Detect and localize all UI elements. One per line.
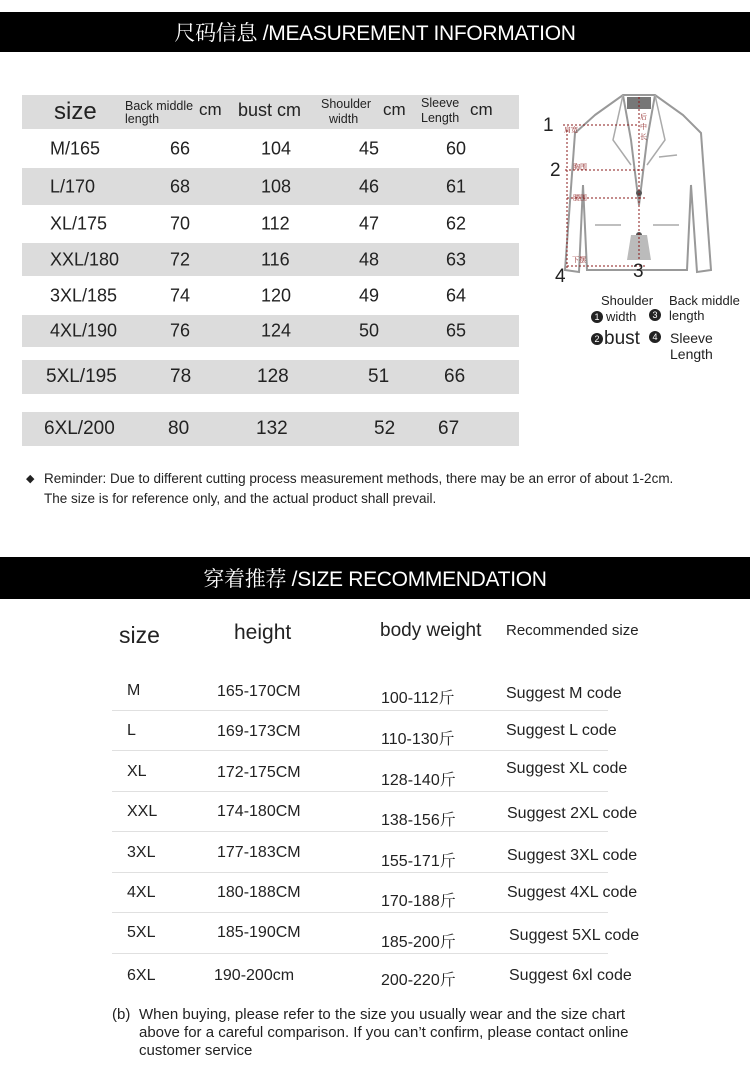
reminder-line2: The size is for reference only, and the actual product shall prevail. [44,491,437,506]
cell-shoulder: 45 [359,138,380,158]
diagram-label-hem: 下摆 [572,257,586,264]
rec-cell-suggest: Suggest 3XL code [507,847,638,864]
legend-number-4: 4 [649,331,661,343]
cell-size: XXL/180 [50,249,120,269]
rec-cell-size: L [127,722,136,739]
rec-cell-suggest: Suggest 5XL code [509,927,640,944]
rec-cell-height: 177-183CM [217,844,301,861]
cell-back: 70 [170,213,191,234]
legend-bust: bust [604,328,640,349]
measurement-row [22,315,519,347]
rec-cell-weight: 170-188斤 [381,893,456,910]
rec-cell-height: 190-200cm [214,967,295,984]
cell-bust: 104 [261,138,292,158]
rec-cell-size: 4XL [127,884,156,901]
measurement-row [22,206,519,242]
cell-bust: 108 [261,176,292,196]
cell-sleeve: 64 [446,285,467,306]
diagram-label-chest: 胸围 [573,164,587,171]
rec-cell-size: 5XL [127,924,156,941]
jacket-diagram [535,85,745,285]
cell-sleeve: 66 [444,366,466,387]
header-shoulder-line2: width [329,112,359,126]
rec-cell-height: 172-175CM [217,764,301,781]
cell-back: 68 [170,176,191,196]
cell-bust: 120 [261,285,292,306]
cell-shoulder: 51 [368,366,390,387]
legend-shoulder-line1: Shoulder [601,293,654,308]
rec-cell-size: M [127,682,141,699]
rec-divider [112,872,608,873]
rec-cell-weight: 155-171斤 [381,853,456,870]
legend-back-line2: length [669,308,705,323]
rec-divider [112,831,608,832]
rec-cell-suggest: Suggest L code [506,722,617,739]
cell-size: M/165 [50,138,101,158]
rec-cell-weight: 200-220斤 [381,972,456,989]
measurement-row [22,412,519,446]
measurement-header-row [22,95,519,129]
header-sleeve-cm: cm [470,100,493,119]
rec-cell-size: 3XL [127,844,156,861]
rec-cell-suggest: Suggest M code [506,685,622,702]
cell-back: 74 [170,285,191,306]
legend-back-line1: Back middle [669,293,740,308]
rec-cell-weight: 138-156斤 [381,812,456,829]
rec-divider [112,953,608,954]
note-line3: customer service [139,1042,253,1059]
note-line2: above for a careful comparison. If you can’t confirm, please contact online [139,1024,629,1041]
cell-back: 66 [170,138,191,158]
rec-divider [112,791,608,792]
measurement-row [22,360,519,394]
cell-shoulder: 47 [359,213,380,234]
rec-cell-size: XL [127,763,147,780]
cell-shoulder: 52 [374,418,396,439]
rec-divider [112,710,608,711]
diagram-marker-3: 3 [633,261,644,282]
measurement-row [22,278,519,314]
measurement-banner [0,12,750,52]
cell-shoulder: 50 [359,320,380,341]
reminder-line1: Reminder: Due to different cutting process measurement methods, there may be an error of about 1-2cm. [44,471,674,486]
rec-cell-height: 185-190CM [217,924,301,941]
cell-size: 4XL/190 [50,320,118,341]
rec-cell-suggest: Suggest 4XL code [507,884,638,901]
rec-cell-weight: 185-200斤 [381,934,456,951]
rec-cell-height: 165-170CM [217,683,301,700]
rec-cell-size: 6XL [127,967,156,984]
cell-back: 76 [170,320,191,341]
header-back-cm: cm [199,100,222,119]
cell-sleeve: 61 [446,176,467,196]
reminder-bullet: ◆ [26,473,35,485]
rec-cell-suggest: Suggest 6xl code [509,967,632,984]
cell-bust: 132 [256,418,288,439]
note-prefix: (b) [112,1006,131,1023]
rec-divider [112,912,608,913]
cell-shoulder: 49 [359,285,380,306]
measurement-row [22,243,519,276]
reminder-block [26,469,746,511]
rec-cell-suggest: Suggest XL code [506,760,628,777]
cell-back: 78 [170,366,192,387]
buying-note [112,1006,732,1062]
header-back-line1: Back middle [125,99,194,113]
rec-cell-height: 180-188CM [217,884,301,901]
cell-back: 80 [168,418,190,439]
cell-sleeve: 62 [446,213,467,234]
recommendation-banner-title: 穿着推荐 /SIZE RECOMMENDATION [203,568,547,591]
diagram-label-back: 后中长 [640,114,647,141]
cell-sleeve: 67 [438,418,460,439]
cell-size: 6XL/200 [44,418,115,439]
rec-divider [112,750,608,751]
rec-cell-weight: 110-130斤 [381,731,455,748]
header-size: size [54,98,97,125]
header-shoulder-cm: cm [383,100,406,119]
rec-header-height: height [234,621,292,644]
header-shoulder-line1: Shoulder [321,97,372,111]
legend-sleeve-line1: Sleeve [670,330,713,346]
cell-size: 3XL/185 [50,285,118,306]
rec-cell-height: 174-180CM [217,803,301,820]
cell-size: XL/175 [50,213,108,234]
cell-sleeve: 65 [446,320,467,341]
measurement-banner-title: 尺码信息 /MEASUREMENT INFORMATION [174,22,576,45]
diagram-label-waist: 腰围 [573,195,587,202]
diagram-legend [590,294,750,364]
cell-bust: 116 [261,249,290,269]
cell-back: 72 [170,249,191,269]
header-back-line2: length [125,112,160,126]
cell-bust: 124 [261,320,292,341]
legend-number-1: 1 [591,311,603,323]
legend-number-2: 2 [591,333,603,345]
cell-size: 5XL/195 [46,366,117,387]
cell-sleeve: 63 [446,249,467,269]
diagram-marker-2: 2 [550,160,561,181]
rec-cell-height: 169-173CM [217,723,301,740]
header-sleeve-line2: Length [421,111,460,125]
diagram-marker-1: 1 [543,115,554,136]
cell-size: L/170 [50,176,96,196]
cell-shoulder: 46 [359,176,380,196]
rec-cell-suggest: Suggest 2XL code [507,805,638,822]
rec-header-recommended: Recommended size [506,622,639,639]
legend-number-3: 3 [649,309,661,321]
measurement-row [22,130,519,167]
cell-shoulder: 48 [359,249,380,269]
diagram-marker-4: 4 [555,266,566,287]
header-bust: bust cm [238,100,302,120]
note-line1: When buying, please refer to the size you usually wear and the size chart [139,1006,626,1023]
cell-bust: 128 [257,366,289,387]
header-sleeve-line1: Sleeve [421,96,460,110]
cell-bust: 112 [261,213,290,234]
rec-header-weight: body weight [380,620,482,641]
recommendation-banner [0,557,750,599]
rec-cell-weight: 128-140斤 [381,772,456,789]
measurement-row [22,168,519,205]
diagram-label-shoulder: 肩宽 [564,127,578,134]
rec-header-size: size [119,622,160,648]
legend-sleeve-line2: Length [670,346,713,362]
legend-shoulder-line2: width [606,309,637,324]
rec-cell-weight: 100-112斤 [381,690,455,707]
rec-cell-size: XXL [127,803,158,820]
cell-sleeve: 60 [446,138,467,158]
